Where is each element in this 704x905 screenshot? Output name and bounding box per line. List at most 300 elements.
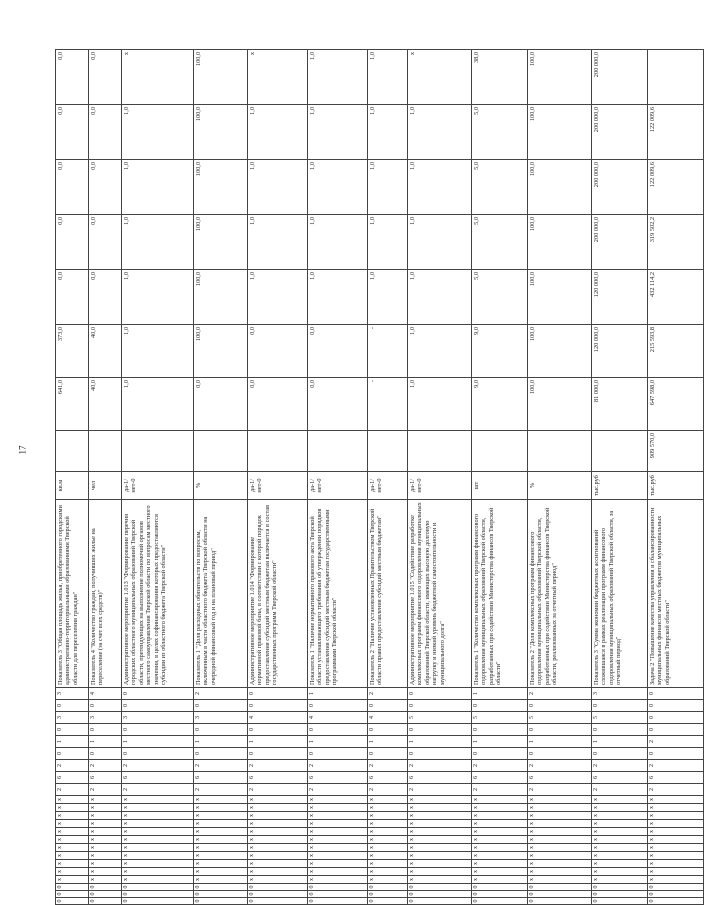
- code-cell: х: [472, 836, 528, 844]
- indicator-name-cell: Административное мероприятие 1.013 "Формирование перечня городских областного муниципальных образований Тверской области, претендующих на выполнение полномочий органов местного самоуправления Тверской области по вопросам местного значения, в целях софинансирования которых предоставляются субсидии из областного бюджета Тверской области": [122, 500, 194, 688]
- value-cell: 641,0: [56, 378, 89, 431]
- value-cell: 1,0: [122, 270, 194, 325]
- value-cell: 1,0: [408, 215, 472, 270]
- code-cell: х: [89, 860, 122, 868]
- code-cell: 0: [528, 724, 592, 736]
- code-cell: 0: [122, 891, 194, 898]
- value-cell: 0,0: [56, 105, 89, 160]
- code-cell: 0: [408, 898, 472, 905]
- code-cell: 0: [122, 884, 194, 891]
- value-cell: 9,0: [472, 325, 528, 378]
- code-cell: 0: [56, 748, 89, 760]
- code-cell: 0: [368, 700, 408, 712]
- value-cell: 0,0: [89, 215, 122, 270]
- code-cell: х: [194, 796, 248, 804]
- code-cell: 0: [472, 700, 528, 712]
- code-cell: х: [528, 868, 592, 876]
- code-cell: х: [248, 860, 308, 868]
- code-cell: 0: [122, 724, 194, 736]
- value-cell: 1,0: [122, 160, 194, 215]
- code-cell: 2: [248, 760, 308, 772]
- code-cell: 1: [308, 736, 368, 748]
- code-cell: 0: [89, 724, 122, 736]
- code-cell: 0: [194, 748, 248, 760]
- code-cell: 6: [308, 772, 368, 784]
- table-row: [308, 50, 368, 905]
- code-cell: 0: [368, 884, 408, 891]
- code-cell: х: [89, 836, 122, 844]
- code-cell: 0: [308, 700, 368, 712]
- value-cell: 1,0: [408, 270, 472, 325]
- code-cell: 2: [89, 760, 122, 772]
- code-cell: 0: [648, 891, 704, 898]
- code-cell: 2: [122, 784, 194, 796]
- code-cell: х: [122, 812, 194, 820]
- code-cell: 2: [194, 688, 248, 700]
- code-cell: х: [368, 836, 408, 844]
- code-cell: х: [472, 876, 528, 884]
- value-cell: [592, 431, 648, 472]
- value-cell: 1,0: [408, 378, 472, 431]
- code-cell: 0: [248, 898, 308, 905]
- code-cell: 0: [122, 748, 194, 760]
- code-cell: 0: [408, 891, 472, 898]
- code-cell: 0: [248, 891, 308, 898]
- code-cell: 3: [194, 712, 248, 724]
- code-cell: х: [89, 820, 122, 828]
- value-cell: х: [408, 50, 472, 105]
- code-cell: 5: [528, 712, 592, 724]
- code-cell: х: [408, 860, 472, 868]
- code-cell: х: [56, 836, 89, 844]
- code-cell: 4: [368, 712, 408, 724]
- code-cell: х: [248, 828, 308, 836]
- code-cell: х: [528, 860, 592, 868]
- code-cell: 5: [408, 712, 472, 724]
- code-cell: 2: [89, 784, 122, 796]
- value-cell: 373,0: [56, 325, 89, 378]
- value-cell: 100,0: [194, 105, 248, 160]
- code-cell: х: [592, 804, 648, 812]
- unit-cell: да-1/нет-0: [368, 472, 408, 500]
- code-cell: 0: [122, 700, 194, 712]
- value-cell: [528, 431, 592, 472]
- code-cell: 2: [56, 760, 89, 772]
- code-cell: х: [194, 844, 248, 852]
- value-cell: -: [368, 378, 408, 431]
- code-cell: х: [194, 860, 248, 868]
- value-cell: [248, 431, 308, 472]
- code-cell: х: [408, 828, 472, 836]
- code-cell: х: [648, 812, 704, 820]
- code-cell: х: [194, 876, 248, 884]
- code-cell: 1: [56, 736, 89, 748]
- code-cell: 0: [472, 748, 528, 760]
- code-cell: 0: [528, 700, 592, 712]
- code-cell: х: [194, 828, 248, 836]
- value-cell: 1,0: [122, 105, 194, 160]
- code-cell: х: [368, 812, 408, 820]
- unit-cell: %: [194, 472, 248, 500]
- code-cell: 2: [528, 760, 592, 772]
- code-cell: х: [56, 868, 89, 876]
- code-cell: х: [308, 820, 368, 828]
- code-cell: х: [56, 820, 89, 828]
- value-cell: 0,0: [89, 105, 122, 160]
- value-cell: 100,0: [194, 215, 248, 270]
- code-cell: х: [528, 876, 592, 884]
- value-cell: 1,0: [368, 270, 408, 325]
- code-cell: 0: [648, 700, 704, 712]
- code-cell: х: [528, 812, 592, 820]
- code-cell: 3: [56, 712, 89, 724]
- code-cell: х: [592, 836, 648, 844]
- code-cell: х: [308, 836, 368, 844]
- code-cell: х: [648, 844, 704, 852]
- code-cell: х: [648, 852, 704, 860]
- code-cell: 6: [528, 772, 592, 784]
- code-cell: 1: [248, 736, 308, 748]
- code-cell: х: [472, 852, 528, 860]
- code-cell: 4: [89, 688, 122, 700]
- value-cell: 1,0: [308, 215, 368, 270]
- code-cell: 6: [472, 772, 528, 784]
- code-cell: х: [194, 820, 248, 828]
- value-cell: 200 000,0: [592, 215, 648, 270]
- code-cell: 1: [122, 736, 194, 748]
- code-cell: 2: [56, 784, 89, 796]
- indicator-name-cell: Показатель 2 "Доля комплексных программ финансового оздоровления муниципальных образований Тверской области, разработанных при содействии Министерства финансов Тверской области, реализованных за отчетный период": [528, 500, 592, 688]
- code-cell: х: [56, 844, 89, 852]
- value-cell: 0,0: [308, 325, 368, 378]
- code-cell: х: [592, 796, 648, 804]
- code-cell: 5: [472, 712, 528, 724]
- code-cell: 0: [194, 898, 248, 905]
- code-cell: х: [472, 804, 528, 812]
- indicator-name-cell: Задача 2 "Повышение качества управления и сбалансированности муниципальных финансов местных бюджетов муниципальных образований Тверской области": [648, 500, 704, 688]
- value-cell: 5,0: [472, 105, 528, 160]
- unit-cell: да-1/нет-0: [408, 472, 472, 500]
- code-cell: х: [56, 876, 89, 884]
- code-cell: х: [248, 876, 308, 884]
- value-cell: 200 000,0: [592, 50, 648, 105]
- value-cell: 0,0: [89, 270, 122, 325]
- value-cell: 5,0: [472, 215, 528, 270]
- code-cell: 0: [592, 884, 648, 891]
- code-cell: х: [472, 868, 528, 876]
- code-cell: 0: [408, 748, 472, 760]
- code-cell: 4: [248, 712, 308, 724]
- code-cell: 0: [368, 891, 408, 898]
- code-cell: х: [122, 852, 194, 860]
- code-cell: 0: [528, 748, 592, 760]
- code-cell: 6: [194, 772, 248, 784]
- value-cell: 1,0: [408, 105, 472, 160]
- unit-cell: тыс.руб: [592, 472, 648, 500]
- code-cell: х: [89, 876, 122, 884]
- code-cell: х: [592, 812, 648, 820]
- value-cell: 100,0: [194, 325, 248, 378]
- code-cell: х: [248, 852, 308, 860]
- value-cell: 1,0: [308, 50, 368, 105]
- code-cell: 0: [408, 700, 472, 712]
- code-cell: 0: [89, 884, 122, 891]
- code-cell: 0: [592, 724, 648, 736]
- code-cell: х: [528, 844, 592, 852]
- value-cell: 1,0: [122, 378, 194, 431]
- code-cell: 0: [308, 748, 368, 760]
- code-cell: 2: [592, 784, 648, 796]
- code-cell: х: [308, 844, 368, 852]
- code-cell: х: [592, 820, 648, 828]
- code-cell: х: [592, 828, 648, 836]
- value-cell: 0,0: [89, 50, 122, 105]
- code-cell: 1: [528, 736, 592, 748]
- code-cell: 2: [472, 784, 528, 796]
- code-cell: 0: [528, 884, 592, 891]
- value-cell: 0,0: [56, 270, 89, 325]
- code-cell: х: [194, 836, 248, 844]
- value-cell: 1,0: [308, 160, 368, 215]
- value-cell: 1,0: [122, 215, 194, 270]
- code-cell: 3: [56, 688, 89, 700]
- value-cell: 81 000,0: [592, 378, 648, 431]
- value-cell: 0,0: [56, 215, 89, 270]
- code-cell: 0: [248, 700, 308, 712]
- code-cell: х: [56, 804, 89, 812]
- code-cell: х: [648, 836, 704, 844]
- code-cell: х: [368, 876, 408, 884]
- code-cell: х: [308, 860, 368, 868]
- code-cell: 2: [368, 688, 408, 700]
- value-cell: 100,0: [528, 378, 592, 431]
- code-cell: х: [592, 868, 648, 876]
- code-cell: 2: [648, 760, 704, 772]
- code-cell: х: [528, 852, 592, 860]
- code-cell: 0: [56, 700, 89, 712]
- code-cell: 1: [408, 736, 472, 748]
- code-cell: 6: [56, 772, 89, 784]
- code-cell: х: [122, 860, 194, 868]
- value-cell: х: [122, 50, 194, 105]
- value-cell: [472, 431, 528, 472]
- value-cell: [56, 431, 89, 472]
- code-cell: 2: [308, 760, 368, 772]
- value-cell: 200 000,0: [592, 160, 648, 215]
- code-cell: 2: [408, 760, 472, 772]
- indicator-name-cell: Показатель 1 "Количество комплексных программ финансового оздоровления муниципальных образований Тверской области, разработанных при содействии Министерства финансов Тверской области": [472, 500, 528, 688]
- code-cell: х: [56, 796, 89, 804]
- code-cell: х: [122, 844, 194, 852]
- value-cell: 1,0: [248, 270, 308, 325]
- code-cell: 6: [122, 772, 194, 784]
- code-cell: 4: [308, 712, 368, 724]
- code-cell: 0: [56, 898, 89, 905]
- code-cell: х: [248, 804, 308, 812]
- code-cell: 0: [122, 688, 194, 700]
- code-cell: 0: [194, 891, 248, 898]
- table-row: [592, 50, 648, 905]
- code-cell: 2: [592, 760, 648, 772]
- code-cell: 0: [308, 884, 368, 891]
- code-cell: х: [308, 876, 368, 884]
- code-cell: х: [648, 828, 704, 836]
- code-cell: х: [592, 876, 648, 884]
- code-cell: 1: [472, 688, 528, 700]
- code-cell: х: [368, 860, 408, 868]
- code-cell: х: [368, 828, 408, 836]
- code-cell: 0: [408, 724, 472, 736]
- table-row: [248, 50, 308, 905]
- indicator-name-cell: Показатель 3 "Сумма экономии бюджетных ассигнований сложившаяся в рамках реализации программ финансового оздоровления муниципальных образований Тверской области, за отчетный период": [592, 500, 648, 688]
- code-cell: 1: [89, 736, 122, 748]
- code-cell: х: [648, 868, 704, 876]
- code-cell: 0: [308, 724, 368, 736]
- code-cell: 0: [648, 884, 704, 891]
- code-cell: х: [248, 812, 308, 820]
- code-cell: х: [248, 836, 308, 844]
- code-cell: х: [89, 844, 122, 852]
- code-cell: 0: [472, 891, 528, 898]
- code-cell: х: [528, 796, 592, 804]
- code-cell: 0: [648, 688, 704, 700]
- code-cell: х: [408, 876, 472, 884]
- code-cell: х: [308, 804, 368, 812]
- table-row: [194, 50, 248, 905]
- code-cell: х: [408, 868, 472, 876]
- code-cell: х: [248, 796, 308, 804]
- value-cell: 9,0: [472, 378, 528, 431]
- code-cell: х: [368, 844, 408, 852]
- unit-cell: чел: [89, 472, 122, 500]
- code-cell: х: [89, 828, 122, 836]
- code-cell: 0: [122, 898, 194, 905]
- code-cell: х: [472, 828, 528, 836]
- value-cell: 5,0: [472, 270, 528, 325]
- code-cell: 0: [408, 688, 472, 700]
- code-cell: х: [308, 868, 368, 876]
- code-cell: 0: [592, 748, 648, 760]
- value-cell: 1,0: [368, 105, 408, 160]
- code-cell: х: [194, 812, 248, 820]
- table-row: [368, 50, 408, 905]
- value-cell: 215 593,8: [648, 325, 704, 378]
- value-cell: 120 000,0: [592, 270, 648, 325]
- code-cell: 0: [308, 898, 368, 905]
- code-cell: х: [408, 812, 472, 820]
- unit-cell: кв.м: [56, 472, 89, 500]
- value-cell: 100,0: [194, 160, 248, 215]
- code-cell: 0: [648, 712, 704, 724]
- value-cell: 1,0: [408, 325, 472, 378]
- code-cell: 3: [89, 712, 122, 724]
- value-cell: 0,0: [194, 378, 248, 431]
- code-cell: 0: [592, 898, 648, 905]
- code-cell: 0: [248, 748, 308, 760]
- code-cell: х: [122, 836, 194, 844]
- code-cell: х: [408, 852, 472, 860]
- table-row: [528, 50, 592, 905]
- unit-cell: да-1/нет-0: [248, 472, 308, 500]
- indicator-name-cell: Показатель 1 "Наличие нормативного правового акта Тверской области устанавливающего требования об утверждении порядков предоставления субсидий местным бюджетам государственными программами Тверской области": [308, 500, 368, 688]
- value-cell: 1,0: [368, 215, 408, 270]
- code-cell: х: [89, 868, 122, 876]
- code-cell: х: [308, 852, 368, 860]
- value-cell: 1,0: [368, 160, 408, 215]
- code-cell: 0: [89, 898, 122, 905]
- code-cell: х: [308, 796, 368, 804]
- value-cell: 1,0: [248, 215, 308, 270]
- code-cell: х: [472, 860, 528, 868]
- code-cell: х: [122, 804, 194, 812]
- code-cell: 2: [528, 688, 592, 700]
- code-cell: 1: [472, 736, 528, 748]
- value-cell: 1,0: [248, 105, 308, 160]
- document-table-sheet: [55, 52, 671, 905]
- indicator-name-cell: Административное мероприятие 1.014 "Формирование нормативной правовой базы, в соответствии с которой порядок предоставления субсидий местным бюджетам включается в состав государственных программ Тверской области": [248, 500, 308, 688]
- code-cell: х: [56, 812, 89, 820]
- code-cell: х: [122, 868, 194, 876]
- code-cell: 0: [89, 891, 122, 898]
- code-cell: 1: [308, 688, 368, 700]
- value-cell: 40,0: [89, 325, 122, 378]
- unit-cell: да-1/нет-0: [122, 472, 194, 500]
- code-cell: 0: [56, 724, 89, 736]
- code-cell: 0: [89, 700, 122, 712]
- code-cell: 1: [368, 736, 408, 748]
- code-cell: 0: [408, 884, 472, 891]
- code-cell: 0: [194, 884, 248, 891]
- code-cell: х: [194, 852, 248, 860]
- value-cell: 1,0: [408, 160, 472, 215]
- code-cell: х: [194, 804, 248, 812]
- value-cell: 100,0: [528, 270, 592, 325]
- value-cell: [122, 431, 194, 472]
- table-row: [89, 50, 122, 905]
- code-cell: х: [89, 796, 122, 804]
- code-cell: х: [592, 844, 648, 852]
- code-cell: 0: [472, 884, 528, 891]
- code-cell: 1: [194, 736, 248, 748]
- code-cell: 0: [89, 748, 122, 760]
- code-cell: 2: [472, 760, 528, 772]
- value-cell: 100,0: [528, 215, 592, 270]
- code-cell: х: [528, 828, 592, 836]
- code-cell: х: [472, 820, 528, 828]
- value-cell: 122 009,6: [648, 160, 704, 215]
- code-cell: х: [648, 820, 704, 828]
- code-cell: 0: [528, 891, 592, 898]
- value-cell: 100,0: [194, 270, 248, 325]
- value-cell: 0,0: [56, 160, 89, 215]
- code-cell: 6: [648, 772, 704, 784]
- code-cell: х: [122, 828, 194, 836]
- code-cell: х: [408, 836, 472, 844]
- code-cell: 2: [648, 784, 704, 796]
- code-cell: 6: [248, 772, 308, 784]
- code-cell: 0: [592, 891, 648, 898]
- value-cell: 122 009,6: [648, 105, 704, 160]
- table-row: [472, 50, 528, 905]
- code-cell: х: [56, 828, 89, 836]
- code-cell: х: [472, 812, 528, 820]
- code-cell: х: [528, 804, 592, 812]
- code-cell: 0: [472, 724, 528, 736]
- code-cell: х: [408, 796, 472, 804]
- code-cell: 2: [368, 760, 408, 772]
- code-cell: 6: [368, 772, 408, 784]
- value-cell: 0,0: [308, 378, 368, 431]
